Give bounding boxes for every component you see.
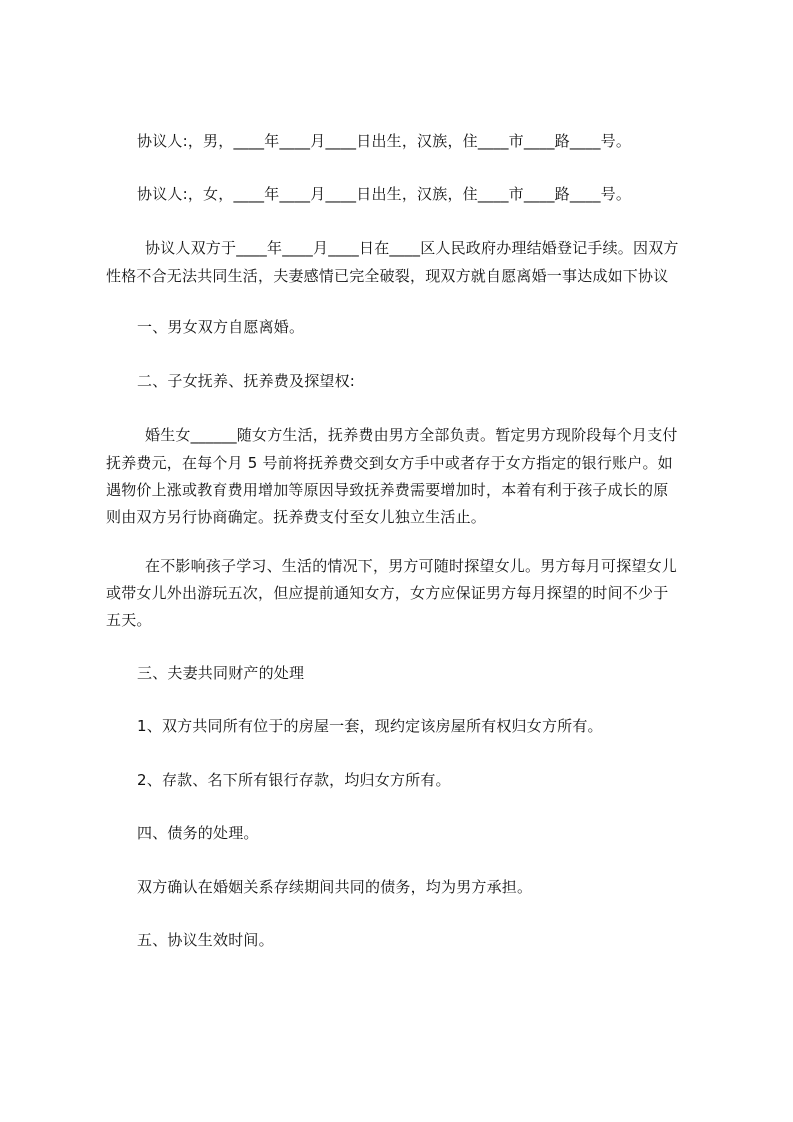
visitation-line-2: 或带女儿外出游玩五次，但应提前通知女方，女方应保证男方每月探望的时间不少于 [106,584,669,602]
intro-line-2: 性格不合无法共同生活，夫妻感情已完全破裂，现双方就自愿离婚一事达成如下协议 [106,267,669,285]
visitation-line-3: 五天。 [106,611,152,629]
child-support-line-4: 则由双方另行协商确定。抚养费支付至女儿独立生活止。 [106,508,487,526]
party-2-line: 协议人:，女，____年____月____日出生，汉族，住____市____路____号。 [137,185,632,203]
section-2-heading: 二、子女抚养、抚养费及探望权: [137,372,356,390]
party-1-line: 协议人:，男，____年____月____日出生，汉族，住____市____路____号。 [137,132,632,150]
intro-line-1: 协议人双方于____年____月____日在____区人民政府办理结婚登记手续。因双方 [145,239,679,257]
property-item-2: 2、存款、名下所有银行存款，均归女方所有。 [137,771,451,789]
section-5-heading: 五、协议生效时间。 [137,931,274,949]
visitation-line-1: 在不影响孩子学习、生活的情况下，男方可随时探望女儿。男方每月可探望女儿 [145,557,678,575]
property-item-1: 1、双方共同所有位于的房屋一套，现约定该房屋所有权归女方所有。 [137,717,603,735]
section-4-heading: 四、债务的处理。 [137,824,259,842]
child-support-line-3: 遇物价上涨或教育费用增加等原因导致抚养费需要增加时，本着有利于孩子成长的原 [106,481,669,499]
section-3-heading: 三、夫妻共同财产的处理 [137,664,305,682]
section-1-heading: 一、男女双方自愿离婚。 [137,318,305,336]
child-support-line-2: 抚养费元，在每个月 5 号前将抚养费交到女方手中或者存于女方指定的银行账户。如 [106,454,673,472]
child-support-line-1: 婚生女______随女方生活，抚养费由男方全部负责。暂定男方现阶段每个月支付 [145,426,678,444]
debt-paragraph: 双方确认在婚姻关系存续期间共同的债务，均为男方承担。 [137,878,533,896]
